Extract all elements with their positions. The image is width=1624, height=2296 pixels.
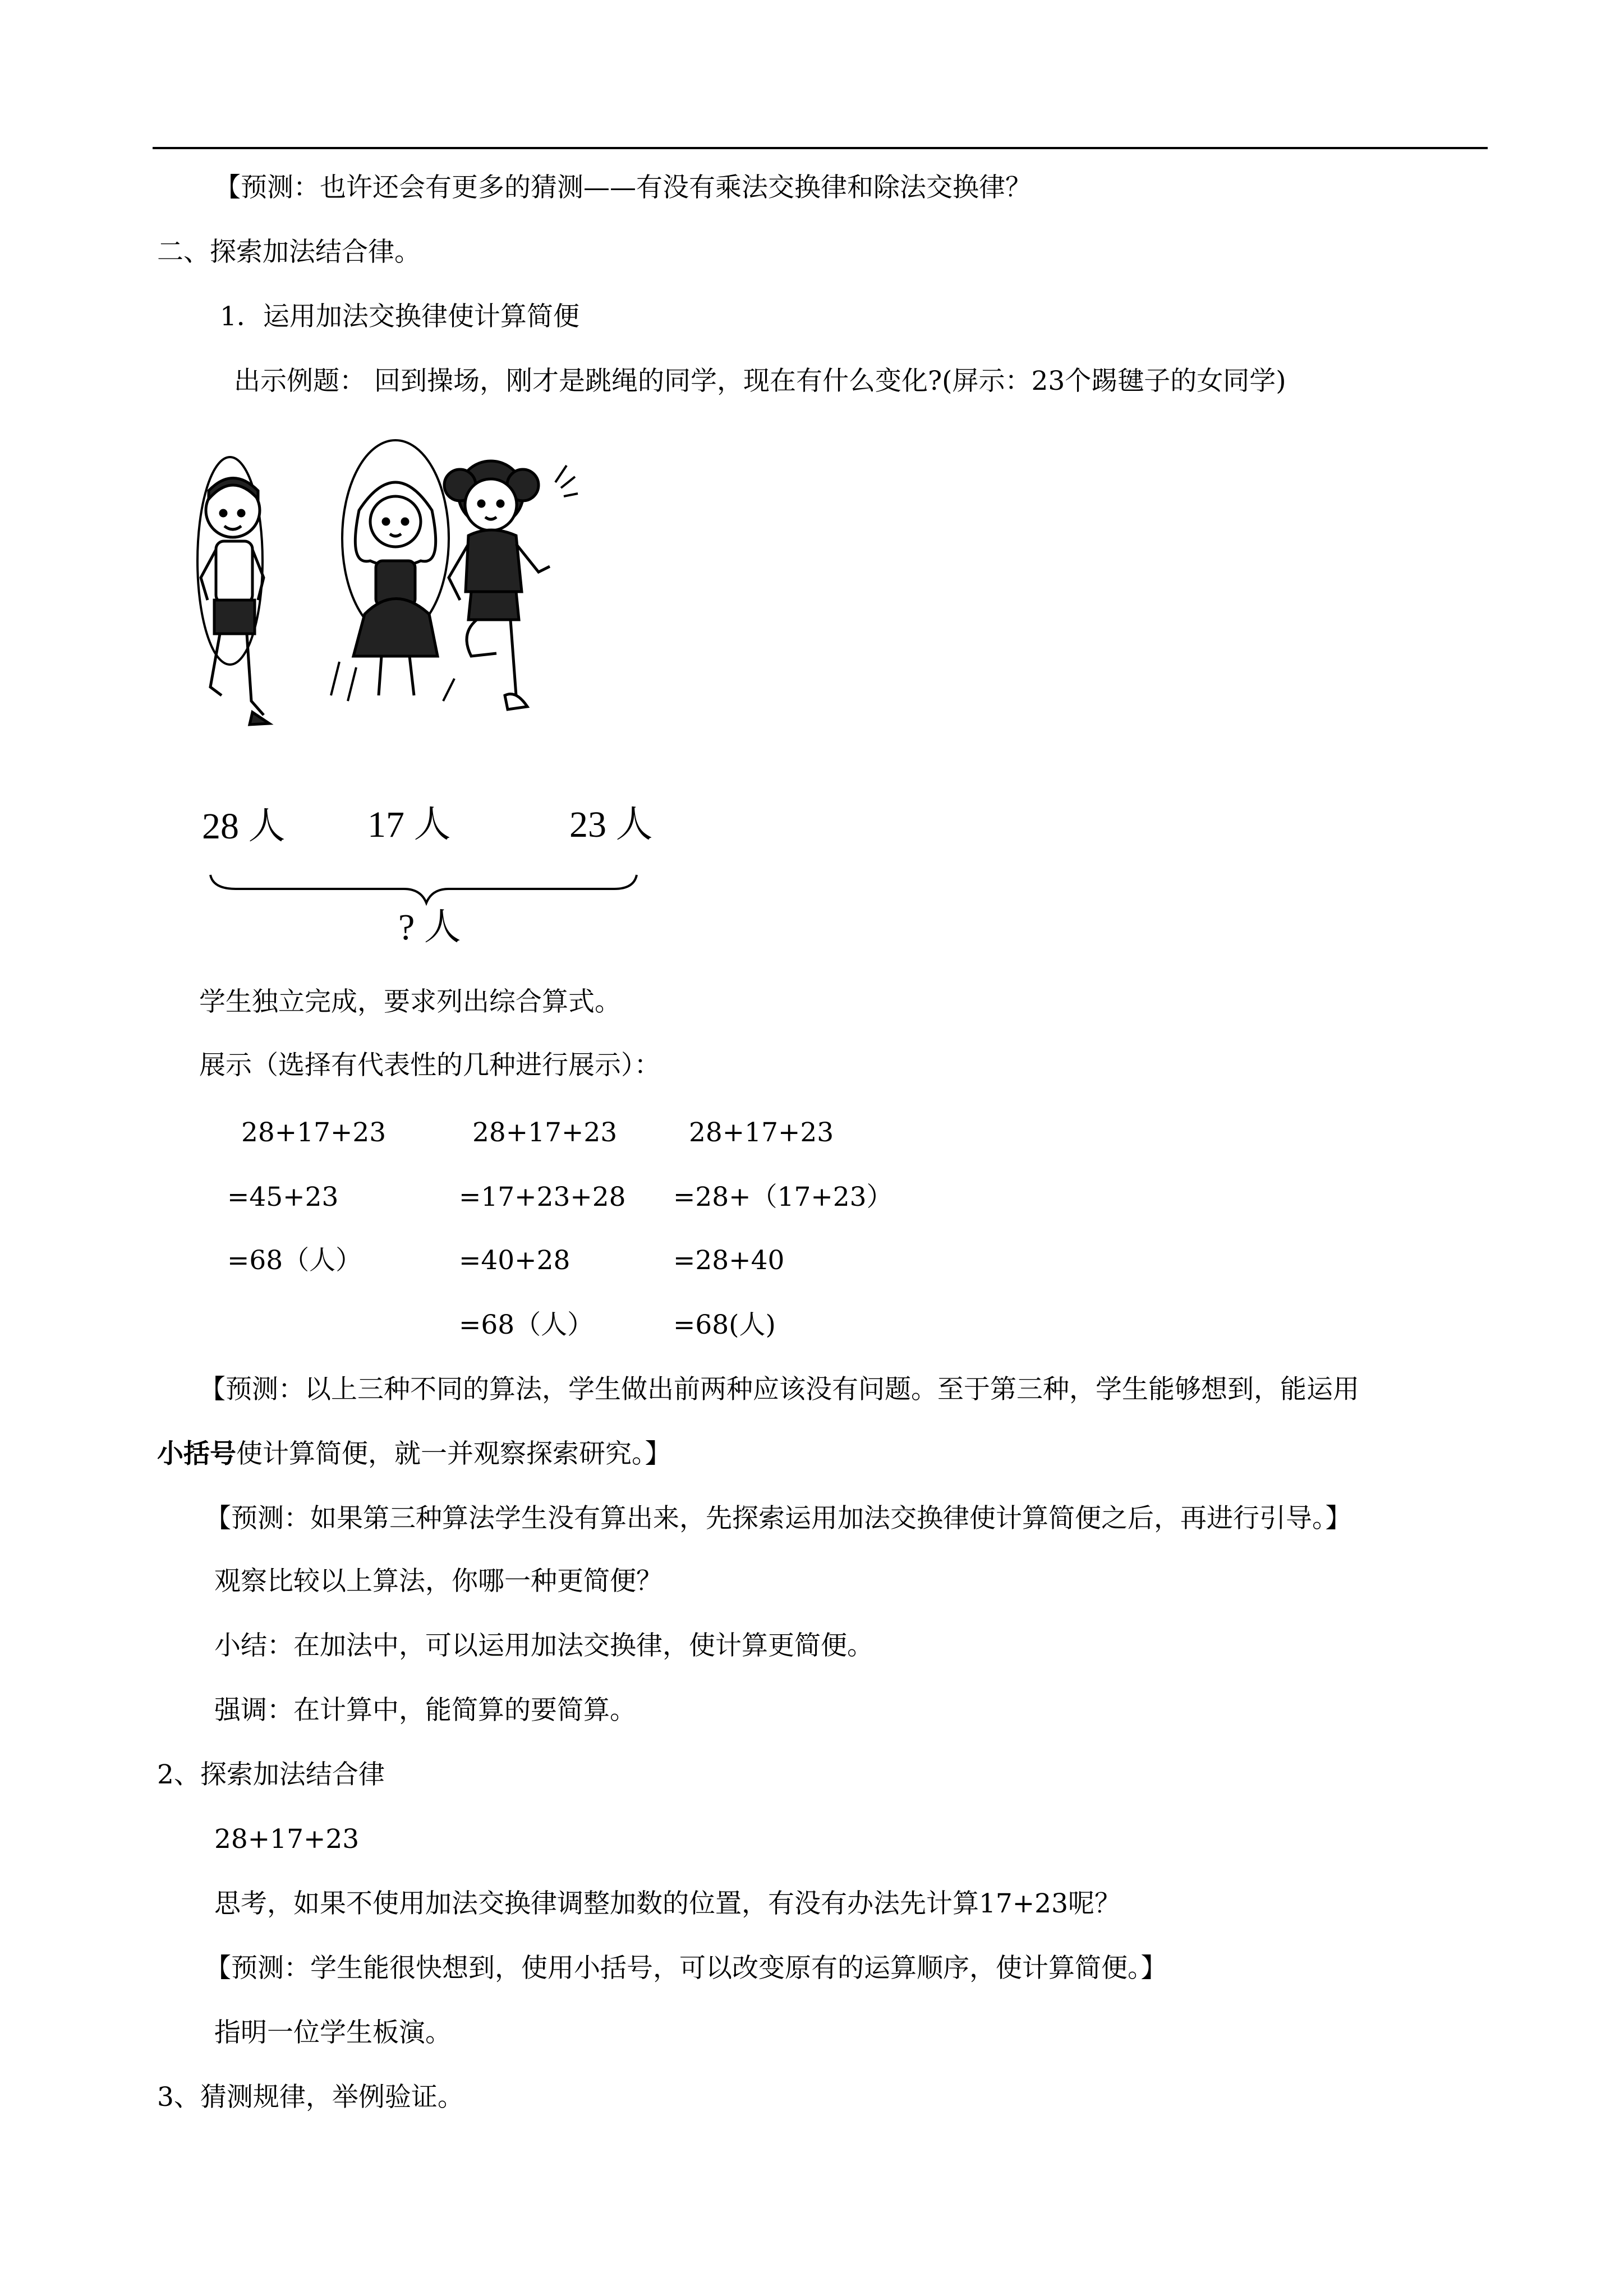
prediction-line-2: 【预测：以上三种不同的算法，学生做出前两种应该没有问题。至于第三种，学生能够想到，能运用	[199, 1374, 1359, 1405]
boy-skipping-rope-figure	[197, 457, 269, 725]
subsection-3-title: 3、猜测规律，举例验证。	[157, 2082, 464, 2113]
calc-col2-line2: =17+23+28	[459, 1182, 626, 1212]
calc-col2-line1: 28+17+23	[472, 1117, 618, 1148]
label-total-people: ? 人	[398, 907, 461, 948]
girl-kicking-shuttlecock-figure	[444, 461, 578, 709]
calc-col3-line4: =68(人)	[673, 1310, 776, 1340]
subsection-2-title: 2、探索加法结合律	[157, 1759, 385, 1790]
children-illustration	[180, 432, 673, 970]
prediction-line-3: 【预测：如果第三种算法学生没有算出来，先探索运用加法交换律使计算简便之后，再进行引导。】	[205, 1503, 1352, 1534]
emphasis-line: 强调：在计算中，能简算的要简算。	[214, 1695, 636, 1726]
subsection-1-title: 1．运用加法交换律使计算简便	[220, 301, 579, 332]
calc-col1-line3: =68（人）	[227, 1245, 362, 1276]
total-brace	[210, 875, 637, 903]
calc-col1-line2: =45+23	[227, 1182, 339, 1212]
board-line: 指明一位学生板演。	[214, 2017, 452, 2048]
calc-col3-line1: 28+17+23	[689, 1117, 834, 1148]
label-23-people: 23 人	[569, 804, 653, 845]
observe-line: 观察比较以上算法，你哪一种更简便？	[214, 1566, 663, 1597]
show-line: 展示（选择有代表性的几种进行展示）：	[199, 1050, 661, 1081]
summary-line: 小结：在加法中，可以运用加法交换律，使计算更简便。	[214, 1630, 873, 1661]
header-rule	[153, 147, 1488, 149]
example-intro: 出示例题： 回到操场，刚才是跳绳的同学，现在有什么变化?(屏示：23个踢毽子的女同学)	[234, 366, 1286, 397]
prediction-line-2-continued	[157, 1437, 671, 1471]
calc-col2-line4: =68（人）	[459, 1310, 594, 1340]
girl-skipping-rope-figure	[331, 440, 454, 701]
expression-line: 28+17+23	[214, 1824, 360, 1855]
calc-col3-line2: =28+（17+23）	[673, 1182, 893, 1212]
label-28-people: 28 人	[202, 806, 286, 847]
section-2-title: 二、探索加法结合律。	[157, 237, 421, 268]
task-line: 学生独立完成，要求列出综合算式。	[199, 986, 621, 1017]
label-17-people: 17 人	[367, 804, 451, 845]
calc-col1-line1: 28+17+23	[241, 1117, 387, 1148]
prediction-line-1: 【预测：也许还会有更多的猜测——有没有乘法交换律和除法交换律？	[214, 172, 1032, 203]
bold-term-parentheses: 小括号	[157, 1439, 236, 1469]
calc-col2-line3: =40+28	[459, 1245, 571, 1276]
prediction-line-2-tail: 使计算简便，就一并观察探索研究。】	[236, 1439, 671, 1469]
prediction-line-4: 【预测：学生能很快想到，使用小括号，可以改变原有的运算顺序，使计算简便。】	[205, 1953, 1167, 1984]
think-line: 思考，如果不使用加法交换律调整加数的位置，有没有办法先计算17+23呢？	[214, 1888, 1121, 1919]
calc-col3-line3: =28+40	[673, 1245, 785, 1276]
